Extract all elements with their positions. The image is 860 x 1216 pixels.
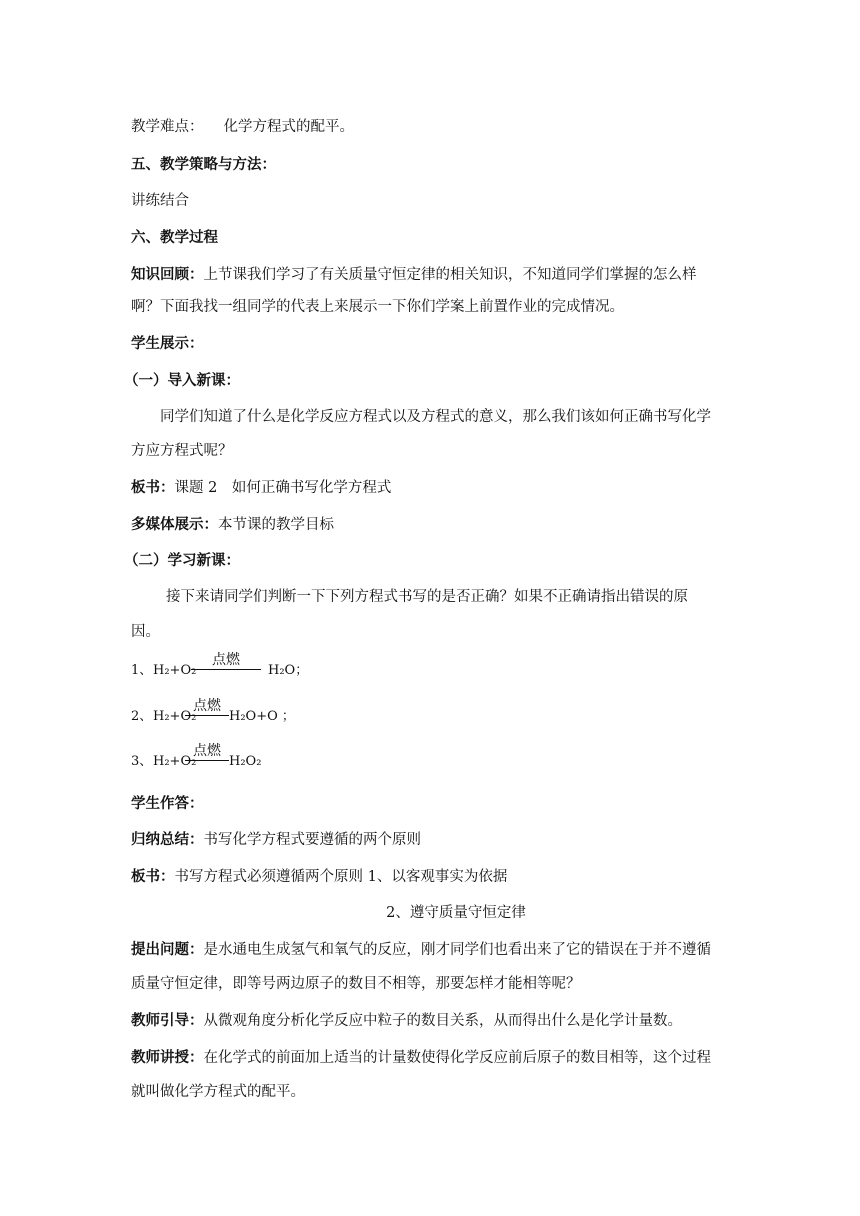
board2-label: 板书： (131, 869, 175, 885)
guide-line (131, 1011, 682, 1031)
equation-1-condition-arrow (191, 652, 261, 670)
difficulty-label: 教学难点： (131, 119, 204, 135)
board2-second-text: 2、遵守质量守恒定律 (386, 905, 526, 921)
summary-label: 归纳总结： (131, 832, 204, 848)
answer-heading: 学生作答： (131, 796, 204, 812)
equation-3-reactants: H₂+O₂ (153, 754, 197, 769)
media-label: 多媒体展示： (131, 517, 218, 533)
equation-2-number: 2、 (131, 709, 153, 724)
board2-text: 书写方程式必须遵循两个原则 1、以客观事实为依据 (174, 869, 508, 885)
question-label: 提出问题： (131, 942, 204, 958)
equation-1-products: H₂O； (268, 663, 309, 678)
equation-2 (131, 698, 331, 726)
lecture-line-2: 就叫做化学方程式的配平。 (131, 1084, 305, 1100)
guide-text: 从微观角度分析化学反应中粒子的数目关系，从而得出什么是化学计量数。 (203, 1013, 682, 1029)
intro-line-1: 同学们知道了什么是化学反应方程式以及方程式的意义，那么我们该如何正确书写化学 (160, 409, 711, 425)
judge-line-1: 接下来请同学们判断一下下列方程式书写的是否正确？如果不正确请指出错误的原 (166, 589, 688, 605)
media-text: 本节课的教学目标 (218, 517, 334, 533)
summary-line (131, 830, 421, 850)
board1-text: 课题 2 如何正确书写化学方程式 (174, 480, 392, 496)
difficulty-line (131, 117, 354, 137)
difficulty-text: 化学方程式的配平。 (223, 119, 354, 135)
lecture-label: 教师讲授： (131, 1050, 204, 1066)
board2-line (131, 867, 507, 887)
equation-2-products: H₂O+O ； (229, 709, 295, 724)
equation-2-reactants: H₂+O₂ (153, 709, 197, 724)
board1-line (131, 478, 391, 498)
equation-2-condition: 点燃 (193, 698, 221, 714)
question-line-2: 质量守恒定律，即等号两边原子的数目不相等，那要怎样才能相等呢？ (131, 976, 581, 992)
equation-3-number: 3、 (131, 754, 153, 769)
equation-3 (131, 743, 331, 771)
review-line-1 (131, 265, 697, 285)
media-line (131, 515, 334, 535)
part2-heading: （二）学习新课： (124, 553, 240, 569)
equation-1-equals-line (191, 669, 261, 670)
section5-heading: 五、教学策略与方法： (131, 157, 276, 173)
equation-2-equals-line (185, 715, 229, 716)
guide-label: 教师引导： (131, 1013, 204, 1029)
equation-3-condition: 点燃 (193, 743, 221, 759)
student-show-heading: 学生展示： (131, 336, 204, 352)
section6-heading: 六、教学过程 (131, 230, 218, 246)
board2-second-line (0, 903, 860, 923)
equation-3-condition-arrow (185, 743, 229, 761)
part1-heading: （一）导入新课： (124, 373, 240, 389)
equation-3-equals-line (185, 760, 229, 761)
equation-1-condition: 点燃 (212, 652, 240, 668)
equation-1-number: 1、 (131, 663, 153, 678)
equation-1-reactants: H₂+O₂ (153, 663, 197, 678)
summary-text: 书写化学方程式要遵循的两个原则 (203, 832, 421, 848)
review-text-1: 上节课我们学习了有关质量守恒定律的相关知识，不知道同学们掌握的怎么样 (203, 267, 697, 283)
section5-text: 讲练结合 (131, 193, 189, 209)
equation-1 (131, 652, 311, 680)
equation-3-products: H₂O₂ (229, 754, 262, 769)
lecture-text-1: 在化学式的前面加上适当的计量数使得化学反应前后原子的数目相等，这个过程 (203, 1050, 711, 1066)
board1-label: 板书： (131, 480, 175, 496)
question-text-1: 是水通电生成氢气和氧气的反应，刚才同学们也看出来了它的错误在于并不遵循 (203, 942, 711, 958)
question-line-1 (131, 940, 711, 960)
equation-2-condition-arrow (185, 698, 229, 716)
intro-line-2: 方应方程式呢？ (131, 443, 233, 459)
review-line-2: 啊？下面我找一组同学的代表上来展示一下你们学案上前置作业的完成情况。 (131, 299, 624, 315)
review-label: 知识回顾： (131, 267, 204, 283)
lecture-line-1 (131, 1048, 711, 1068)
judge-line-2: 因。 (131, 624, 160, 640)
